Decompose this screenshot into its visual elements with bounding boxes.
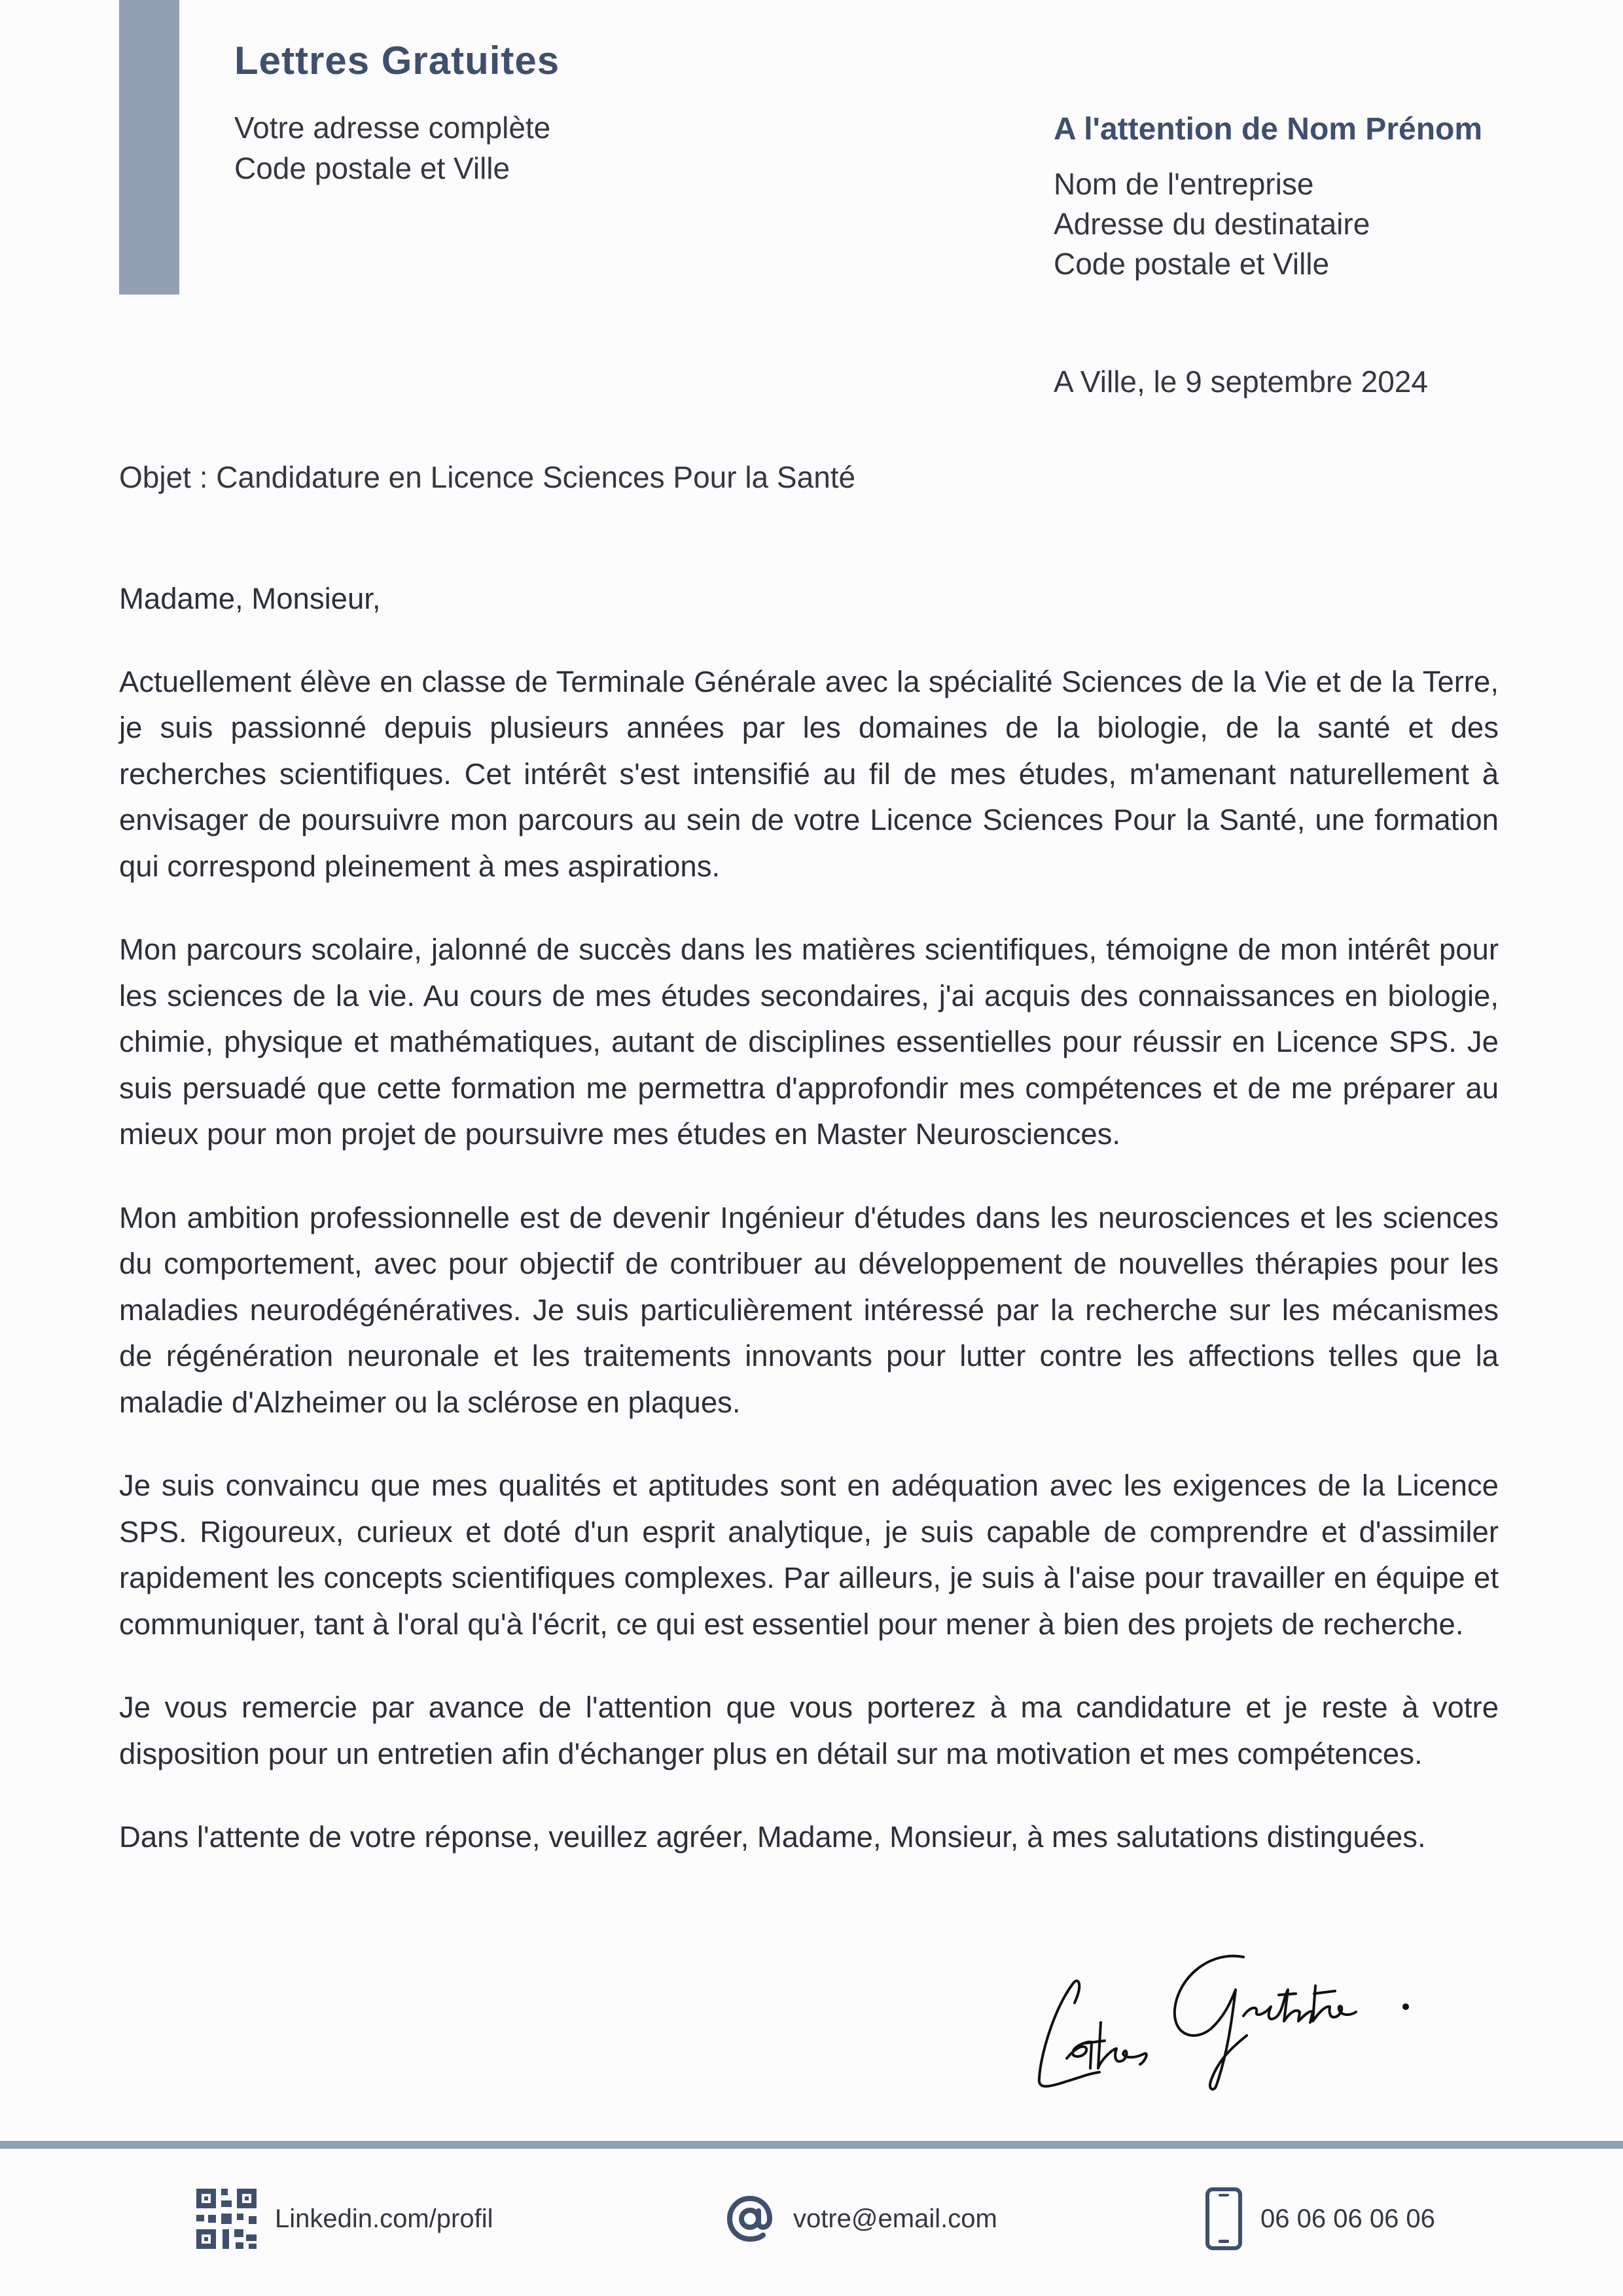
letter-body — [119, 576, 1499, 1898]
paragraph-4: Je suis convaincu que mes qualités et aptitudes sont en adéquation avec les exigences de la Licence SPS. Rigoureux, curieux et doté d'un esprit analytique, je suis capable de comprendre et d'assimiler rapidement les concepts scientifiques complexes. Par ailleurs, je suis à l'aise pour travailler en équipe et communiquer, tant à l'oral qu'à l'écrit, ce qui est essentiel pour mener à bien des projets de recherche. — [119, 1469, 1499, 1641]
footer-phone[interactable] — [1205, 2186, 1435, 2251]
sender-address — [234, 107, 550, 188]
email-link[interactable]: votre@email.com — [793, 2204, 997, 2233]
sender-address-line2: Code postale et Ville — [234, 151, 510, 185]
recipient-city: Code postale et Ville — [1054, 247, 1330, 281]
smartphone-icon — [1205, 2187, 1242, 2250]
paragraph-2: Mon parcours scolaire, jalonné de succès dans les matières scientifiques, témoigne de mon intérêt pour les sciences de la vie. Au cours de mes études secondaires, j'ai acquis des connaissances en biologie, chimie, physique et mathématiques, autant de disciplines essentielles pour réussir en Licence SPS. Je suis persuadé que cette formation me permettra d'approfondir mes compétences et de me préparer au mieux pour mon projet de poursuivre mes études en Master Neurosciences. — [119, 933, 1499, 1151]
recipient-address: Adresse du destinataire — [1054, 207, 1370, 241]
handwritten-signature — [1027, 1944, 1420, 2101]
recipient-attention: A l'attention de Nom Prénom — [1054, 112, 1483, 147]
letter-subject: Objet : Candidature en Licence Sciences Pour la Santé — [119, 460, 856, 494]
salutation: Madame, Monsieur, — [119, 582, 381, 615]
sender-name: Lettres Gratuites — [234, 39, 560, 82]
header-accent-bar — [119, 0, 179, 295]
letter-date: A Ville, le 9 septembre 2024 — [1054, 365, 1428, 399]
footer-divider — [0, 2141, 1623, 2149]
footer-email[interactable] — [725, 2186, 997, 2251]
recipient-company: Nom de l'entreprise — [1054, 167, 1314, 201]
linkedin-link[interactable]: Linkedin.com/profil — [275, 2204, 493, 2233]
recipient-block — [1054, 111, 1482, 284]
phone-number[interactable]: 06 06 06 06 06 — [1260, 2204, 1435, 2233]
footer-linkedin[interactable] — [196, 2186, 493, 2251]
qr-code-icon — [196, 2189, 257, 2249]
at-sign-icon — [725, 2194, 775, 2244]
paragraph-3: Mon ambition professionnelle est de devenir Ingénieur d'études dans les neurosciences et les sciences du comportement, avec pour objectif de contribuer au développement de nouvelles thérapies pour les maladies neurodégénératives. Je suis particulièrement intéressé par la recherche sur les mécanismes de régénération neuronale et les traitements innovants pour lutter contre les affections telles que la maladie d'Alzheimer ou la sclérose en plaques. — [119, 1200, 1499, 1419]
sender-address-line1: Votre adresse complète — [234, 111, 551, 145]
closing-paragraph: Dans l'attente de votre réponse, veuillez agréer, Madame, Monsieur, à mes salutations distinguées. — [119, 1820, 1426, 1854]
paragraph-5: Je vous remercie par avance de l'attention que vous porterez à ma candidature et je reste à votre disposition pour un entretien afin d'échanger plus en détail sur ma motivation et mes compétences. — [119, 1691, 1499, 1770]
paragraph-1: Actuellement élève en classe de Terminale Générale avec la spécialité Sciences de la Vie et de la Terre, je suis passionné depuis plusieurs années par les domaines de la biologie, de la santé et des recherches scientifiques. Cet intérêt s'est intensifié au fil de mes études, m'amenant naturellement à envisager de poursuivre mon parcours au sein de votre Licence Sciences Pour la Santé, une formation qui correspond pleinement à mes aspirations. — [119, 664, 1499, 883]
